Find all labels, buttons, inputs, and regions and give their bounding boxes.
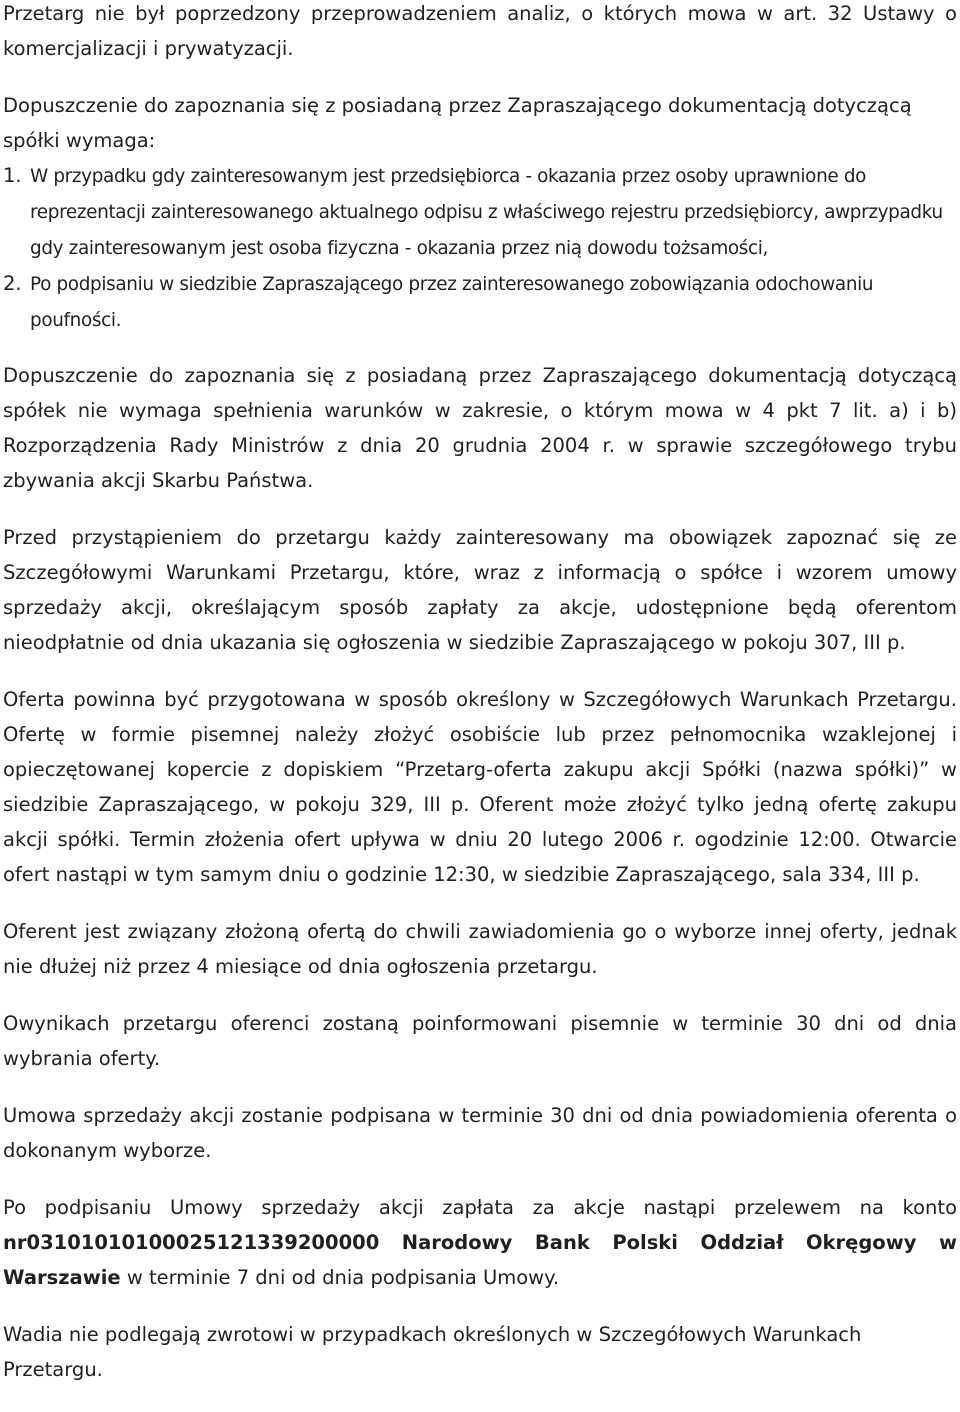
list-item (3, 158, 957, 266)
document-body (3, 0, 957, 1387)
bank-account: nr03101010100025121339200000 Narodowy Bank Polski Oddział Okręgowy w Warszawie (3, 1231, 957, 1289)
paragraph-agreement: Umowa sprzedaży akcji zostanie podpisana w terminie 30 dni od dnia powiadomienia oferenta o dokonanym wyborze. (3, 1104, 957, 1162)
payment-text-end: w terminie 7 dni od dnia podpisania Umowy. (120, 1266, 560, 1289)
paragraph-deposit: Wadia nie podlegają zwrotowi w przypadkach określonych w Szczegółowych Warunkach Przetargu. (3, 1323, 862, 1381)
list-item (3, 266, 957, 338)
paragraph-results: Owynikach przetargu oferenci zostaną poinformowani pisemnie w terminie 30 dni od dnia wybrania oferty. (3, 1012, 957, 1070)
list-item-number: 2. (3, 272, 22, 295)
list-item-number: 1. (3, 164, 22, 187)
payment-text-start: Po podpisaniu Umowy sprzedaży akcji zapłata za akcje nastąpi przelewem na konto (3, 1196, 957, 1219)
paragraph-analysis: Przetarg nie był poprzedzony przeprowadzeniem analiz, o których mowa w art. 32 Ustawy o komercjalizacji i prywatyzacji. (3, 2, 957, 60)
paragraph-access-requirements: Dopuszczenie do zapoznania się z posiadaną przez Zapraszającego dokumentacją dotyczącą spółki wymaga: (3, 94, 912, 152)
list-item-text: W przypadku gdy zainteresowanym jest przedsiębiorca - okazania przez osoby uprawnione do reprezentacji zainteresowanego aktualnego odpisu z właściwego rejestru przedsiębiorcy, awprzypadku gdy zainteresowanym jest osoba fizyczna - okazania przez nią dowodu tożsamości, (30, 166, 943, 259)
paragraph-terms-familiarization: Przed przystąpieniem do przetargu każdy zainteresowany ma obowiązek zapoznać się ze Szczegółowymi Warunkami Przetargu, które, wraz z informacją o spółce i wzorem umowy sprzedaży akcji, określającym sposób zapłaty za akcje, udostępnione będą oferentom nieodpłatnie od dnia ukazania się ogłoszenia w siedzibie Zapraszającego w pokoju 307, III p. (3, 526, 957, 654)
list-item-text: Po podpisaniu w siedzibie Zapraszającego przez zainteresowanego zobowiązania odochowaniu poufności. (30, 274, 874, 331)
paragraph-offer-submission: Oferta powinna być przygotowana w sposób określony w Szczegółowych Warunkach Przetargu. Ofertę w formie pisemnej należy złożyć osobiście lub przez pełnomocnika wzaklejonej i opieczętowanej kopercie z dopiskiem “Przetarg-oferta zakupu akcji Spółki (nazwa spółki)” w siedzibie Zapraszającego, w pokoju 329, III p. Oferent może złożyć tylko jedną ofertę zakupu akcji spółki. Termin złożenia ofert upływa w dniu 20 lutego 2006 r. ogodzinie 12:00. Otwarcie ofert nastąpi w tym samym dniu o godzinie 12:30, w siedzibie Zapraszającego, sala 334, III p. (3, 688, 957, 886)
paragraph-offer-binding: Oferent jest związany złożoną ofertą do chwili zawiadomienia go o wyborze innej oferty, jednak nie dłużej niż przez 4 miesiące od dnia ogłoszenia przetargu. (3, 920, 957, 978)
paragraph-no-conditions: Dopuszczenie do zapoznania się z posiadaną przez Zapraszającego dokumentacją dotyczącą spółek nie wymaga spełnienia warunków w zakresie, o którym mowa w 4 pkt 7 lit. a) i b) Rozporządzenia Rady Ministrów z dnia 20 grudnia 2004 r. w sprawie szczegółowego trybu zbywania akcji Skarbu Państwa. (3, 364, 957, 492)
paragraph-payment (3, 1190, 957, 1295)
requirements-list (3, 158, 957, 338)
